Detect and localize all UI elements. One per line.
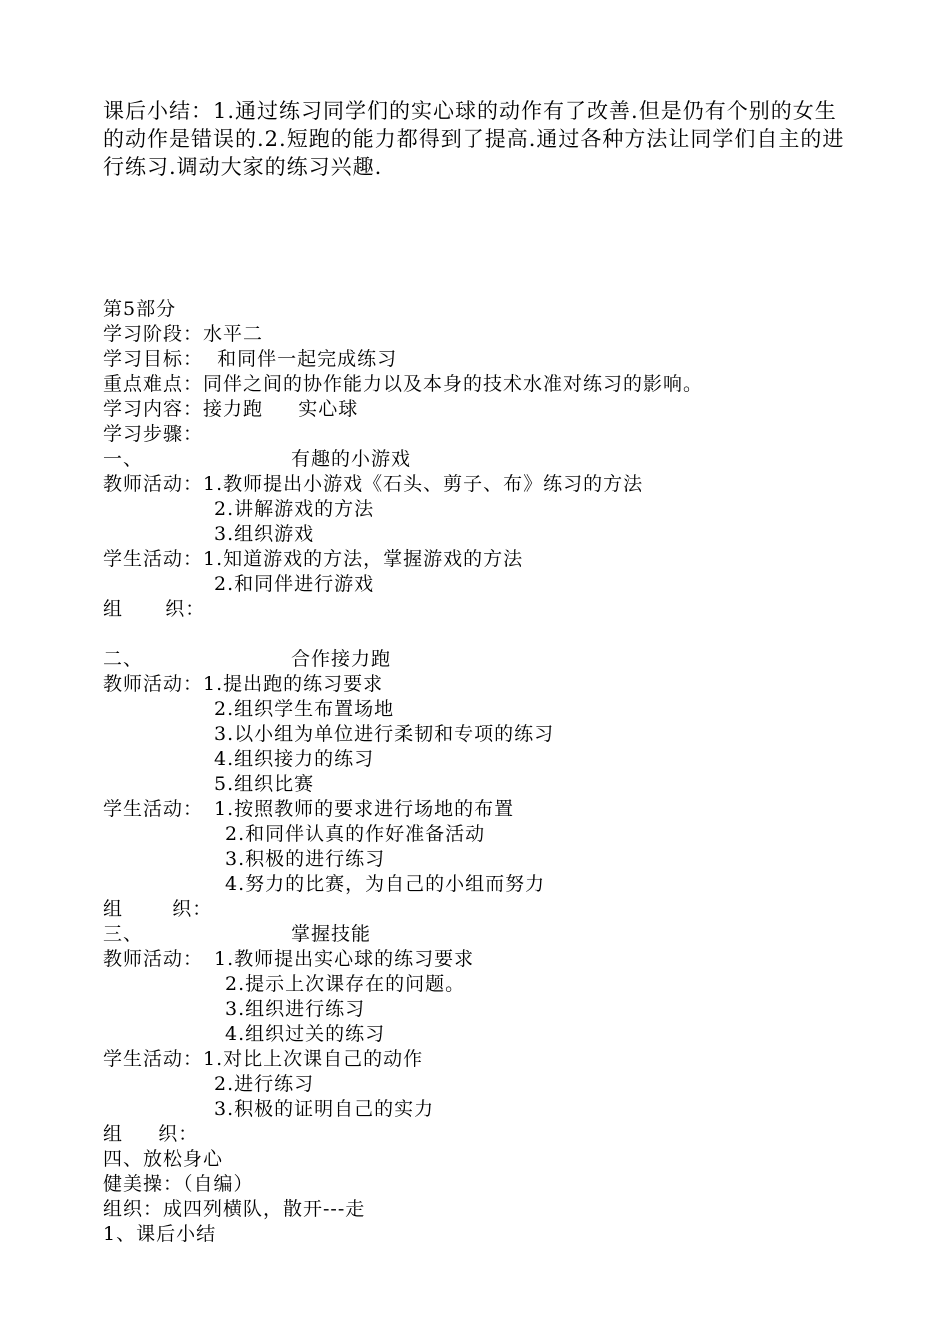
summary-line: 的动作是错误的.2.短跑的能力都得到了提高.通过各种方法让同学们自主的进 <box>103 127 845 151</box>
key-points: 重点难点：同伴之间的协作能力以及本身的技术水准对练习的影响。 <box>103 373 704 395</box>
exercise-line: 健美操：（自编） <box>103 1173 254 1195</box>
activity-item: 1.按照教师的要求进行场地的布置 <box>214 798 515 820</box>
teacher-activity-row <box>103 672 703 697</box>
student-label: 学生活动： <box>103 548 204 570</box>
activity-item: 2.提示上次课存在的问题。 <box>225 973 466 995</box>
student-activity-row <box>103 797 703 822</box>
learning-goal: 学习目标： 和同伴一起完成练习 <box>103 348 398 370</box>
summary-line: 行练习.调动大家的练习兴趣. <box>103 155 383 179</box>
step-title: 有趣的小游戏 <box>291 448 412 470</box>
activity-item: 5.组织比赛 <box>214 773 315 795</box>
activity-item: 1.教师提出实心球的练习要求 <box>214 948 475 970</box>
student-activity-row <box>103 1047 703 1072</box>
learning-content: 学习内容：接力跑 实心球 <box>103 398 359 420</box>
section-title: 第5部分 <box>103 298 177 320</box>
student-label: 学生活动： <box>103 1048 204 1070</box>
step-number: 一、 <box>103 448 144 470</box>
activity-item: 3.积极的进行练习 <box>225 848 386 870</box>
step-number: 三、 <box>103 923 144 945</box>
after-class-summary: 1、课后小结 <box>103 1223 217 1245</box>
blank-line <box>103 622 703 647</box>
organization-label: 组 织： <box>103 1123 199 1145</box>
teacher-activity-row <box>103 472 703 497</box>
activity-item: 3.组织进行练习 <box>225 998 366 1020</box>
activity-item: 4.努力的比赛，为自己的小组而努力 <box>225 873 546 895</box>
teacher-label: 教师活动： <box>103 673 204 695</box>
step-heading <box>103 922 703 947</box>
step-heading <box>103 447 703 472</box>
learning-stage: 学习阶段：水平二 <box>103 323 264 345</box>
activity-item: 3.以小组为单位进行柔韧和专项的练习 <box>214 723 555 745</box>
step-title: 合作接力跑 <box>291 648 392 670</box>
step-heading <box>103 647 703 672</box>
organization-label: 组 织： <box>103 898 213 920</box>
activity-item: 4.组织接力的练习 <box>214 748 375 770</box>
student-activity-row <box>103 547 703 572</box>
summary-line: 课后小结：1.通过练习同学们的实心球的动作有了改善.但是仍有个别的女生 <box>103 99 837 123</box>
steps-label: 学习步骤： <box>103 423 204 445</box>
activity-item: 1.知道游戏的方法，掌握游戏的方法 <box>203 548 524 570</box>
activity-item: 2.组织学生布置场地 <box>214 698 395 720</box>
organization-line: 组织：成四列横队，散开---走 <box>103 1198 366 1220</box>
class-summary <box>103 97 863 181</box>
organization-label: 组 织： <box>103 598 206 620</box>
teacher-label: 教师活动： <box>103 473 204 495</box>
step-heading: 四、放松身心 <box>103 1148 224 1170</box>
activity-item: 4.组织过关的练习 <box>225 1023 386 1045</box>
lesson-plan <box>103 297 703 1247</box>
teacher-activity-row <box>103 947 703 972</box>
activity-item: 2.和同伴进行游戏 <box>214 573 375 595</box>
step-title: 掌握技能 <box>291 923 372 945</box>
activity-item: 1.对比上次课自己的动作 <box>203 1048 424 1070</box>
activity-item: 2.进行练习 <box>214 1073 315 1095</box>
student-label: 学生活动： <box>103 798 204 820</box>
activity-item: 1.提出跑的练习要求 <box>203 673 384 695</box>
activity-item: 3.积极的证明自己的实力 <box>214 1098 435 1120</box>
activity-item: 2.和同伴认真的作好准备活动 <box>225 823 486 845</box>
step-number: 二、 <box>103 648 144 670</box>
activity-item: 2.讲解游戏的方法 <box>214 498 375 520</box>
activity-item: 1.教师提出小游戏《石头、剪子、布》练习的方法 <box>203 473 644 495</box>
activity-item: 3.组织游戏 <box>214 523 315 545</box>
teacher-label: 教师活动： <box>103 948 204 970</box>
